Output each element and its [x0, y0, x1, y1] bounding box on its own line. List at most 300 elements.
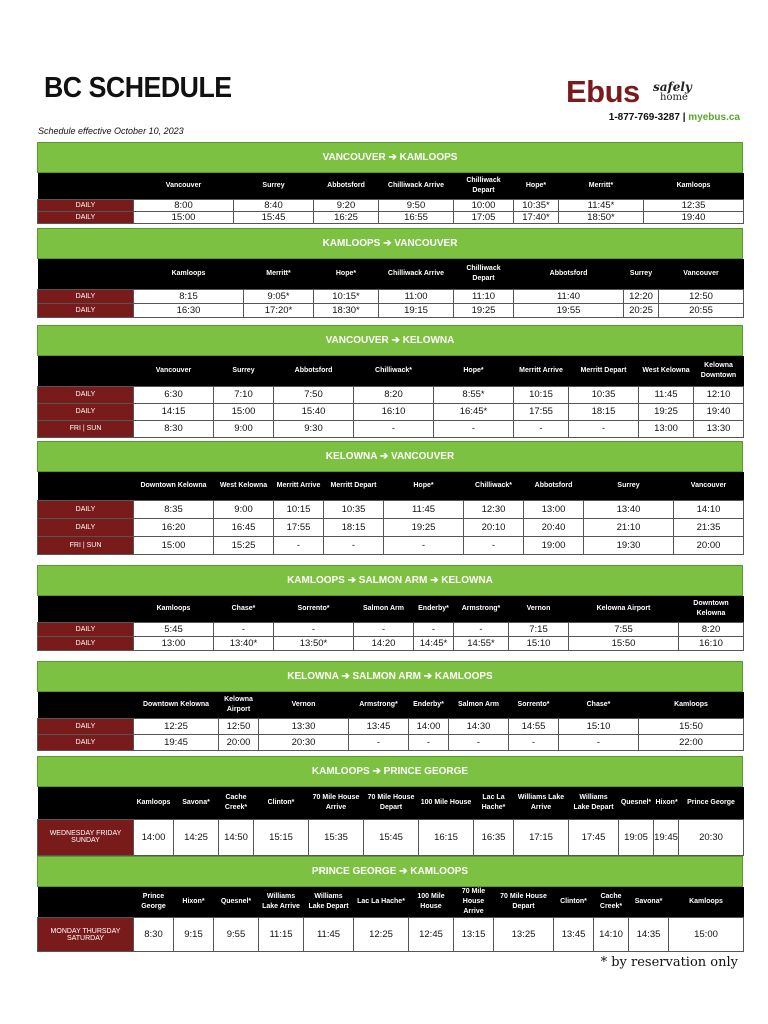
time-cell: 8:00 — [134, 199, 234, 211]
time-cell: 9:15 — [174, 918, 214, 952]
column-header: Sorrento* — [274, 596, 354, 622]
time-cell: 8:40 — [234, 199, 314, 211]
column-header: Lac La Hache* — [474, 787, 514, 819]
time-cell: 14:50 — [219, 819, 254, 855]
time-cell: 14:15 — [134, 403, 214, 420]
time-cell: 16:25 — [314, 211, 379, 223]
time-cell: 15:50 — [639, 718, 744, 734]
time-cell: 9:30 — [274, 420, 354, 437]
time-cell: 16:45 — [214, 518, 274, 536]
column-header: 70 Mile House Arrive — [454, 887, 494, 918]
day-label: DAILY — [38, 518, 134, 536]
column-header: Merritt* — [559, 173, 644, 199]
time-cell: - — [454, 622, 509, 636]
column-header: Chilliwack Depart — [454, 173, 514, 199]
route-title: KAMLOOPS ➔ SALMON ARM ➔ KELOWNA — [37, 565, 743, 596]
time-cell: 17:40* — [514, 211, 559, 223]
time-cell: 17:55 — [514, 403, 569, 420]
time-cell: - — [434, 420, 514, 437]
column-header: Savona* — [629, 887, 669, 918]
column-header: Chilliwack Arrive — [379, 259, 454, 289]
time-cell: 20:30 — [679, 819, 744, 855]
time-cell: 12:30 — [464, 500, 524, 518]
time-cell: 11:45 — [384, 500, 464, 518]
column-header: Savona* — [174, 787, 219, 819]
time-cell: 12:25 — [134, 718, 219, 734]
time-cell: - — [354, 622, 414, 636]
time-cell: - — [409, 734, 449, 750]
day-label: MONDAY THURSDAY SATURDAY — [38, 918, 134, 952]
column-header: Kelowna Airport — [569, 596, 679, 622]
column-header: Abbotsford — [524, 472, 584, 500]
column-header — [38, 472, 134, 500]
column-header — [38, 787, 134, 819]
time-cell: 15:25 — [214, 536, 274, 554]
column-header: Quesnel* — [619, 787, 654, 819]
time-cell: 9:00 — [214, 420, 274, 437]
route-title: KAMLOOPS ➔ PRINCE GEORGE — [37, 756, 743, 787]
time-cell: 7:10 — [214, 386, 274, 403]
time-cell: 8:55* — [434, 386, 514, 403]
time-cell: 8:20 — [354, 386, 434, 403]
time-cell: 7:50 — [274, 386, 354, 403]
column-header: Cache Creek* — [594, 887, 629, 918]
time-cell: 8:30 — [134, 420, 214, 437]
time-cell: 19:55 — [514, 303, 624, 317]
time-cell: 10:15 — [274, 500, 324, 518]
time-cell: 22:00 — [639, 734, 744, 750]
time-cell: 13:30 — [694, 420, 744, 437]
column-header: Enderby* — [409, 692, 449, 718]
time-cell: - — [384, 536, 464, 554]
column-header: Downtown Kelowna — [134, 692, 219, 718]
day-label: DAILY — [38, 622, 134, 636]
schedule-row — [38, 403, 744, 420]
time-cell: 16:55 — [379, 211, 454, 223]
time-cell: 13:30 — [259, 718, 349, 734]
day-label: DAILY — [38, 403, 134, 420]
schedule-section — [37, 856, 743, 952]
column-header: Williams Lake Arrive — [259, 887, 304, 918]
time-cell: 17:15 — [514, 819, 569, 855]
column-header: Surrey — [234, 173, 314, 199]
route-title: KELOWNA ➔ VANCOUVER — [37, 441, 743, 472]
time-cell: 16:20 — [134, 518, 214, 536]
day-label: DAILY — [38, 303, 134, 317]
time-cell: 14:55 — [509, 718, 559, 734]
column-header: Downtown Kelowna — [679, 596, 744, 622]
time-cell: 14:00 — [134, 819, 174, 855]
column-header: West Kelowna — [214, 472, 274, 500]
time-cell: 14:25 — [174, 819, 219, 855]
time-cell: 17:55 — [274, 518, 324, 536]
time-cell: 8:20 — [679, 622, 744, 636]
contact-info — [609, 112, 740, 123]
column-header: Hixon* — [654, 787, 679, 819]
time-cell: 15:45 — [234, 211, 314, 223]
day-label: DAILY — [38, 718, 134, 734]
column-header: Salmon Arm — [449, 692, 509, 718]
time-cell: 12:50 — [659, 289, 744, 303]
column-header: Merritt Depart — [324, 472, 384, 500]
column-header: Chilliwack Depart — [454, 259, 514, 289]
time-cell: 10:35 — [324, 500, 384, 518]
time-cell: 7:15 — [509, 622, 569, 636]
time-cell: 19:25 — [454, 303, 514, 317]
time-cell: 16:15 — [419, 819, 474, 855]
time-cell: 9:20 — [314, 199, 379, 211]
schedule-table — [37, 472, 744, 555]
column-header — [38, 259, 134, 289]
time-cell: 19:25 — [639, 403, 694, 420]
column-header: Kamloops — [134, 259, 244, 289]
schedule-table — [37, 596, 744, 651]
time-cell: - — [509, 734, 559, 750]
time-cell: 8:35 — [134, 500, 214, 518]
schedule-row — [38, 211, 744, 223]
time-cell: 21:35 — [674, 518, 744, 536]
schedule-row — [38, 518, 744, 536]
column-header: Kamloops — [669, 887, 744, 918]
time-cell: 10:35* — [514, 199, 559, 211]
column-header: Vancouver — [674, 472, 744, 500]
column-header: Downtown Kelowna — [134, 472, 214, 500]
column-header: Prince George — [679, 787, 744, 819]
column-header: Kamloops — [134, 787, 174, 819]
column-header: Williams Lake Arrive — [514, 787, 569, 819]
time-cell: 20:55 — [659, 303, 744, 317]
time-cell: 14:00 — [409, 718, 449, 734]
day-label: DAILY — [38, 734, 134, 750]
effective-date: Schedule effective October 10, 2023 — [38, 126, 184, 136]
time-cell: 13:50* — [274, 636, 354, 650]
schedule-row — [38, 734, 744, 750]
column-header: Sorrento* — [509, 692, 559, 718]
column-header: Kamloops — [644, 173, 744, 199]
schedule-section — [37, 228, 743, 318]
time-cell: 15:10 — [509, 636, 569, 650]
column-header: Vancouver — [134, 356, 214, 386]
time-cell: 17:05 — [454, 211, 514, 223]
schedule-row — [38, 420, 744, 437]
column-header: Abbotsford — [314, 173, 379, 199]
time-cell: 19:40 — [644, 211, 744, 223]
time-cell: 15:00 — [214, 403, 274, 420]
time-cell: 16:45* — [434, 403, 514, 420]
route-title: VANCOUVER ➔ KAMLOOPS — [37, 142, 743, 173]
schedule-table — [37, 259, 744, 318]
column-header: 70 Mile House Depart — [364, 787, 419, 819]
time-cell: - — [449, 734, 509, 750]
schedule-section — [37, 756, 743, 856]
time-cell: 15:15 — [254, 819, 309, 855]
time-cell: 18:15 — [324, 518, 384, 536]
column-header: Surrey — [214, 356, 274, 386]
schedule-section — [37, 565, 743, 651]
column-header: Chilliwack* — [354, 356, 434, 386]
time-cell: 13:25 — [494, 918, 554, 952]
column-header: Clinton* — [554, 887, 594, 918]
schedule-row — [38, 500, 744, 518]
column-header: Merritt* — [244, 259, 314, 289]
time-cell: 20:40 — [524, 518, 584, 536]
column-header: Armstrong* — [349, 692, 409, 718]
time-cell: - — [349, 734, 409, 750]
schedule-section — [37, 661, 743, 751]
time-cell: 19:40 — [694, 403, 744, 420]
column-header: Lac La Hache* — [354, 887, 409, 918]
schedule-section — [37, 325, 743, 438]
column-header: Chase* — [559, 692, 639, 718]
schedule-table — [37, 887, 744, 952]
route-title: VANCOUVER ➔ KELOWNA — [37, 325, 743, 356]
time-cell: - — [324, 536, 384, 554]
schedule-table — [37, 787, 744, 856]
time-cell: 20:30 — [259, 734, 349, 750]
time-cell: 14:20 — [354, 636, 414, 650]
day-label: WEDNESDAY FRIDAY SUNDAY — [38, 819, 134, 855]
time-cell: - — [214, 622, 274, 636]
day-label: FRI | SUN — [38, 536, 134, 554]
time-cell: 15:50 — [569, 636, 679, 650]
schedule-section — [37, 142, 743, 224]
time-cell: 13:40* — [214, 636, 274, 650]
time-cell: 14:30 — [449, 718, 509, 734]
time-cell: 18:30* — [314, 303, 379, 317]
time-cell: 20:25 — [624, 303, 659, 317]
schedule-row — [38, 918, 744, 952]
ebus-logo — [566, 74, 736, 114]
time-cell: 19:25 — [384, 518, 464, 536]
column-header: Kelowna Downtown — [694, 356, 744, 386]
time-cell: 20:00 — [674, 536, 744, 554]
schedule-section — [37, 441, 743, 555]
time-cell: - — [464, 536, 524, 554]
time-cell: 11:45 — [639, 386, 694, 403]
schedule-row — [38, 718, 744, 734]
time-cell: 13:15 — [454, 918, 494, 952]
column-header: Hope* — [384, 472, 464, 500]
time-cell: 11:00 — [379, 289, 454, 303]
time-cell: 10:00 — [454, 199, 514, 211]
column-header: Merritt Arrive — [274, 472, 324, 500]
time-cell: 15:35 — [309, 819, 364, 855]
column-header: 70 Mile House Depart — [494, 887, 554, 918]
time-cell: - — [559, 734, 639, 750]
schedule-table — [37, 173, 744, 224]
column-header — [38, 887, 134, 918]
schedule-row — [38, 303, 744, 317]
route-title: KELOWNA ➔ SALMON ARM ➔ KAMLOOPS — [37, 661, 743, 692]
time-cell: 14:45* — [414, 636, 454, 650]
column-header: 100 Mile House — [409, 887, 454, 918]
schedule-row — [38, 289, 744, 303]
column-header: Chilliwack Arrive — [379, 173, 454, 199]
time-cell: 18:15 — [569, 403, 639, 420]
reservation-footnote: * by reservation only — [600, 955, 738, 970]
time-cell: 17:20* — [244, 303, 314, 317]
column-header: Vernon — [509, 596, 569, 622]
phone-number: 1-877-769-3287 | — [608, 112, 686, 123]
time-cell: 19:00 — [524, 536, 584, 554]
schedule-row — [38, 199, 744, 211]
time-cell: 15:40 — [274, 403, 354, 420]
column-header: Abbotsford — [274, 356, 354, 386]
column-header: Vancouver — [134, 173, 234, 199]
column-header: Cache Creek* — [219, 787, 254, 819]
time-cell: 5:45 — [134, 622, 214, 636]
column-header: Hixon* — [174, 887, 214, 918]
column-header: 70 Mile House Arrive — [309, 787, 364, 819]
schedule-row — [38, 386, 744, 403]
time-cell: 20:00 — [219, 734, 259, 750]
time-cell: 11:15 — [259, 918, 304, 952]
time-cell: 12:25 — [354, 918, 409, 952]
column-header: Enderby* — [414, 596, 454, 622]
time-cell: 14:10 — [594, 918, 629, 952]
day-label: DAILY — [38, 211, 134, 223]
column-header: Surrey — [624, 259, 659, 289]
time-cell: 16:30 — [134, 303, 244, 317]
time-cell: 15:45 — [364, 819, 419, 855]
column-header: Kamloops — [639, 692, 744, 718]
time-cell: 11:45 — [304, 918, 354, 952]
time-cell: 14:55* — [454, 636, 509, 650]
time-cell: 19:45 — [654, 819, 679, 855]
logo-tagline-home: home — [660, 92, 688, 103]
day-label: DAILY — [38, 500, 134, 518]
day-label: FRI | SUN — [38, 420, 134, 437]
column-header: Merritt Depart — [569, 356, 639, 386]
column-header — [38, 356, 134, 386]
time-cell: 12:35 — [644, 199, 744, 211]
route-title: KAMLOOPS ➔ VANCOUVER — [37, 228, 743, 259]
time-cell: 13:40 — [584, 500, 674, 518]
time-cell: 11:45* — [559, 199, 644, 211]
column-header: Vancouver — [659, 259, 744, 289]
time-cell: 16:10 — [679, 636, 744, 650]
schedule-row — [38, 819, 744, 855]
time-cell: 9:00 — [214, 500, 274, 518]
time-cell: 18:50* — [559, 211, 644, 223]
schedule-table — [37, 356, 744, 438]
day-label: DAILY — [38, 636, 134, 650]
column-header: Hope* — [314, 259, 379, 289]
column-header — [38, 596, 134, 622]
day-label: DAILY — [38, 289, 134, 303]
time-cell: 13:45 — [554, 918, 594, 952]
column-header: Williams Lake Depart — [569, 787, 619, 819]
column-header: Chilliwack* — [464, 472, 524, 500]
time-cell: 19:05 — [619, 819, 654, 855]
time-cell: - — [414, 622, 454, 636]
column-header: Hope* — [514, 173, 559, 199]
logo-tagline-safely: safely — [653, 80, 692, 94]
column-header: Williams Lake Depart — [304, 887, 354, 918]
time-cell: 15:00 — [134, 211, 234, 223]
column-header: Merritt Arrive — [514, 356, 569, 386]
time-cell: 17:45 — [569, 819, 619, 855]
time-cell: 15:00 — [134, 536, 214, 554]
time-cell: 10:35 — [569, 386, 639, 403]
time-cell: 12:10 — [694, 386, 744, 403]
time-cell: 11:10 — [454, 289, 514, 303]
time-cell: 9:05* — [244, 289, 314, 303]
column-header — [38, 173, 134, 199]
time-cell: 19:30 — [584, 536, 674, 554]
column-header: Vernon — [259, 692, 349, 718]
time-cell: 19:15 — [379, 303, 454, 317]
time-cell: 14:10 — [674, 500, 744, 518]
day-label: DAILY — [38, 199, 134, 211]
time-cell: 21:10 — [584, 518, 674, 536]
day-label: DAILY — [38, 386, 134, 403]
time-cell: 19:45 — [134, 734, 219, 750]
time-cell: 10:15* — [314, 289, 379, 303]
time-cell: 13:00 — [524, 500, 584, 518]
schedule-table — [37, 692, 744, 751]
time-cell: 12:50 — [219, 718, 259, 734]
page-title: BC SCHEDULE — [44, 72, 232, 104]
time-cell: 13:45 — [349, 718, 409, 734]
time-cell: - — [569, 420, 639, 437]
time-cell: 11:40 — [514, 289, 624, 303]
column-header: West Kelowna — [639, 356, 694, 386]
column-header — [38, 692, 134, 718]
time-cell: 9:55 — [214, 918, 259, 952]
time-cell: 6:30 — [134, 386, 214, 403]
time-cell: 12:45 — [409, 918, 454, 952]
time-cell: 13:00 — [639, 420, 694, 437]
schedule-row — [38, 536, 744, 554]
column-header: Kelowna Airport — [219, 692, 259, 718]
column-header: Hope* — [434, 356, 514, 386]
time-cell: 20:10 — [464, 518, 524, 536]
time-cell: - — [354, 420, 434, 437]
column-header: Surrey — [584, 472, 674, 500]
schedule-row — [38, 636, 744, 650]
column-header: Chase* — [214, 596, 274, 622]
column-header: Quesnel* — [214, 887, 259, 918]
column-header: Salmon Arm — [354, 596, 414, 622]
time-cell: 15:00 — [669, 918, 744, 952]
time-cell: 16:10 — [354, 403, 434, 420]
column-header: Kamloops — [134, 596, 214, 622]
logo-wordmark: Ebus — [566, 74, 640, 109]
time-cell: - — [274, 622, 354, 636]
time-cell: 15:10 — [559, 718, 639, 734]
website-link[interactable]: myebus.ca — [688, 112, 740, 123]
column-header: Abbotsford — [514, 259, 624, 289]
time-cell: 7:55 — [569, 622, 679, 636]
time-cell: 8:30 — [134, 918, 174, 952]
schedule-row — [38, 622, 744, 636]
time-cell: 8:15 — [134, 289, 244, 303]
time-cell: - — [514, 420, 569, 437]
column-header: Prince George — [134, 887, 174, 918]
column-header: 100 Mile House — [419, 787, 474, 819]
time-cell: 14:35 — [629, 918, 669, 952]
time-cell: 10:15 — [514, 386, 569, 403]
column-header: Clinton* — [254, 787, 309, 819]
time-cell: - — [274, 536, 324, 554]
column-header: Armstrong* — [454, 596, 509, 622]
time-cell: 9:50 — [379, 199, 454, 211]
time-cell: 13:00 — [134, 636, 214, 650]
route-title: PRINCE GEORGE ➔ KAMLOOPS — [37, 856, 743, 887]
time-cell: 16:35 — [474, 819, 514, 855]
time-cell: 12:20 — [624, 289, 659, 303]
